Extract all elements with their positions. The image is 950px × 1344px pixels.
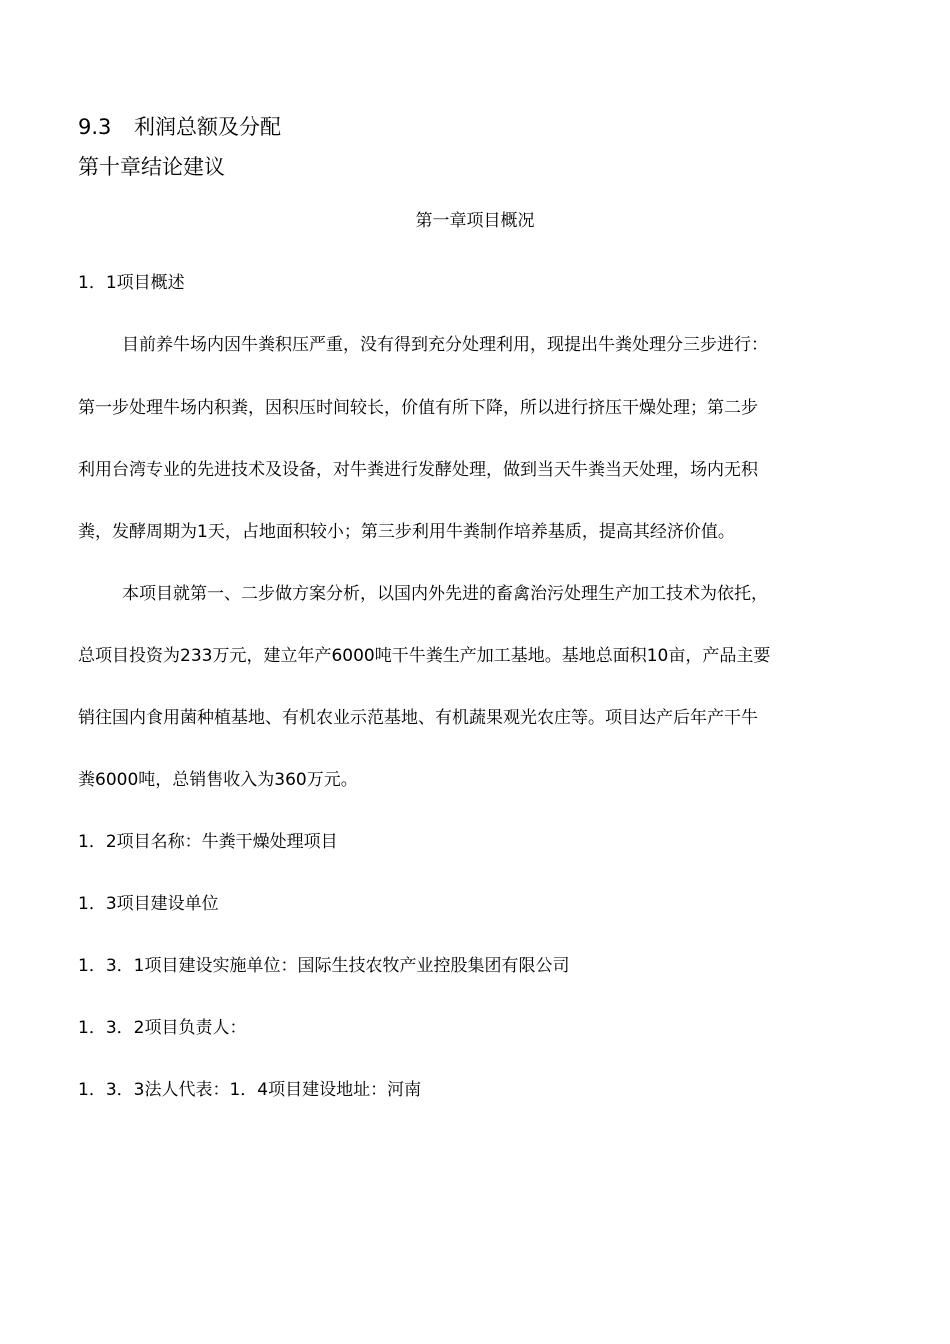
paragraph-line: 第一步处理牛场内积粪，因积压时间较长，价值有所下降，所以进行挤压干燥处理；第二步 <box>78 398 758 418</box>
section-heading-1-3: 1．3项目建设单位 <box>78 894 219 914</box>
toc-entry-title: 利润总额及分配 <box>134 115 281 139</box>
section-heading-1-2: 1．2项目名称：牛粪干燥处理项目 <box>78 832 338 852</box>
paragraph-line: 本项目就第一、二步做方案分析，以国内外先进的畜禽治污处理生产加工技术为依托， <box>122 584 768 604</box>
section-heading-1-3-1: 1．3．1项目建设实施单位：国际生技农牧产业控股集团有限公司 <box>78 956 570 976</box>
paragraph-line: 利用台湾专业的先进技术及设备，对牛粪进行发酵处理，做到当天牛粪当天处理，场内无积 <box>78 460 758 480</box>
paragraph-line: 目前养牛场内因牛粪积压严重，没有得到充分处理利用，现提出牛粪处理分三步进行： <box>122 335 768 355</box>
toc-entry-9-3 <box>78 114 281 140</box>
chapter-title: 第一章项目概况 <box>415 211 535 231</box>
paragraph-line: 粪，发酵周期为1天，占地面积较小；第三步利用牛粪制作培养基质，提高其经济价值。 <box>78 522 735 542</box>
toc-entry-title: 第十章结论建议 <box>78 155 225 179</box>
paragraph-line: 销往国内食用菌种植基地、有机农业示范基地、有机蔬果观光农庄等。项目达产后年产干牛 <box>78 708 758 728</box>
toc-entry-number: 9.3 <box>78 115 112 139</box>
section-heading-1-1: 1．1项目概述 <box>78 273 185 293</box>
section-heading-1-3-2: 1．3．2项目负责人： <box>78 1018 247 1038</box>
paragraph-line: 总项目投资为233万元，建立年产6000吨干牛粪生产加工基地。基地总面积10亩，产品主要 <box>78 646 771 666</box>
section-heading-1-3-3: 1．3．3法人代表：1．4项目建设地址：河南 <box>78 1080 422 1100</box>
toc-entry-chapter-10 <box>78 154 225 180</box>
paragraph-line: 粪6000吨，总销售收入为360万元。 <box>78 770 358 790</box>
